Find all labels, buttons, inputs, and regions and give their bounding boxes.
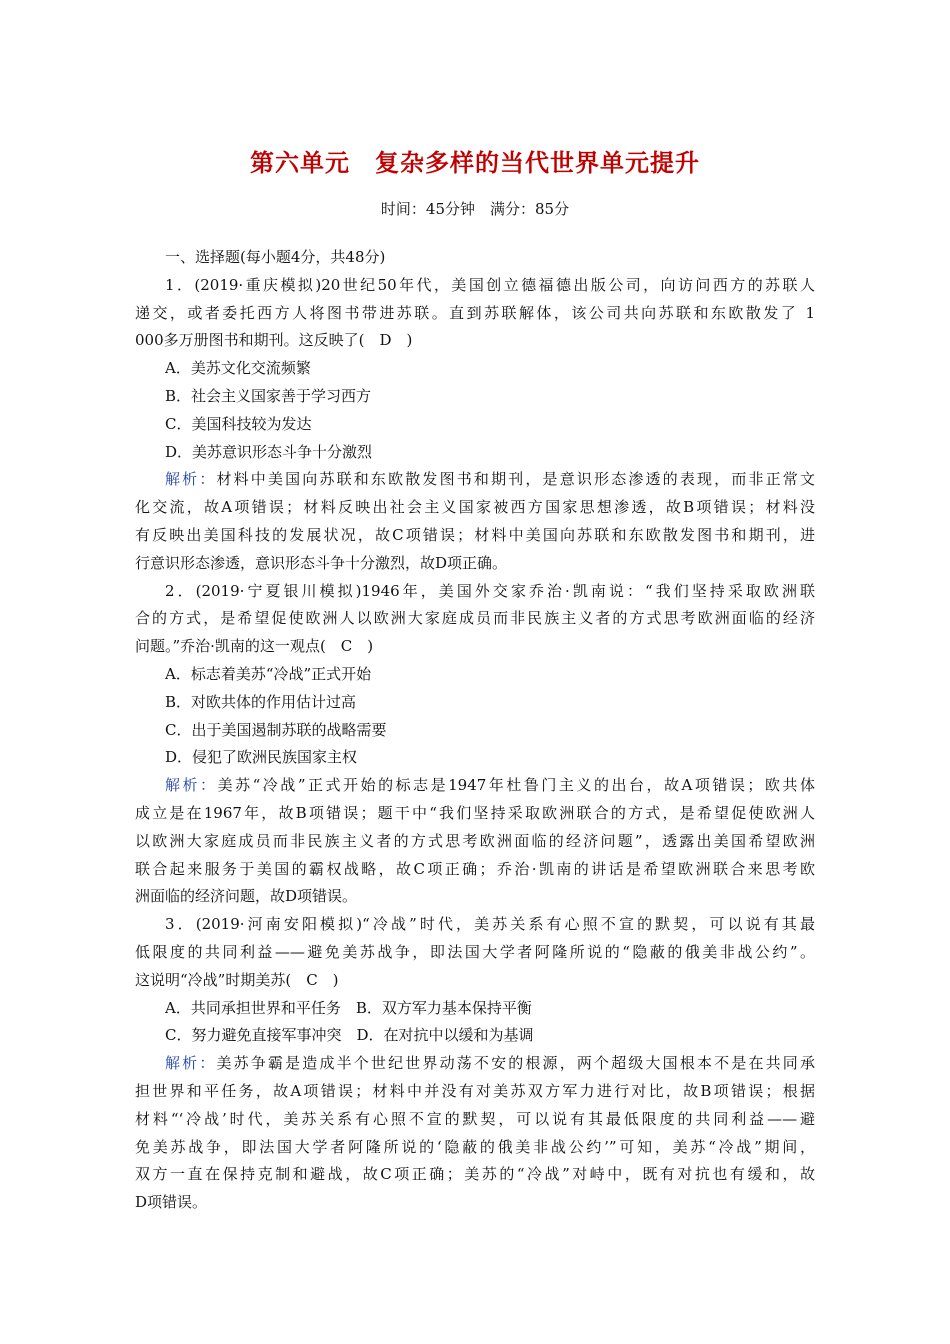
question-1: [135, 272, 815, 578]
analysis-label: 解析：: [165, 1054, 217, 1073]
analysis-text: 美苏争霸是造成半个世纪世界动荡不安的根源，两个超级大国根本不是在共同承: [216, 1054, 815, 1073]
option-a: A．标志着美苏“冷战”正式开始: [165, 664, 372, 683]
analysis-line: [135, 772, 815, 800]
document-body: [135, 244, 815, 1217]
analysis-line: 双方一直在保持克制和避战，故C项正确；美苏的“冷战”对峙中，既有对抗也有缓和，故: [135, 1165, 815, 1184]
option-c: C．出于美国遏制苏联的战略需要: [165, 720, 387, 739]
options-row-ab: A．共同承担世界和平任务 B．双方军力基本保持平衡: [165, 998, 532, 1017]
question-line: 问题。”乔治·凯南的这一观点( C ): [135, 637, 374, 656]
option-c: C．美国科技较为发达: [165, 414, 312, 433]
question-line: 递交，或者委托西方人将图书带进苏联。直到苏联解体，该公司共向苏联和东欧散发了 1: [135, 303, 815, 322]
question-line: 合的方式，是希望促使欧洲人以欧洲大家庭成员而非民族主义者的方式思考欧洲面临的经济: [135, 609, 815, 628]
option-a: A．美苏文化交流频繁: [165, 359, 311, 378]
analysis-line: 洲面临的经济问题，故D项错误。: [135, 887, 358, 906]
option-d: D．美苏意识形态斗争十分激烈: [165, 442, 373, 461]
analysis-label: 解析：: [165, 470, 217, 489]
analysis-line: 成立是在1967年，故B项错误；题干中“我们坚持采取欧洲联合的方式，是希望促使欧洲人: [135, 803, 815, 822]
question-line: 1．(2019·重庆模拟)20世纪50年代，美国创立德福德出版公司，向访问西方的苏联人: [165, 275, 815, 294]
analysis-line: 有反映出美国科技的发展状况，故C项错误；材料中美国向苏联和东欧散发图书和期刊，进: [135, 525, 815, 544]
analysis-text: 美苏“冷战”正式开始的标志是1947年杜鲁门主义的出台，故A项错误；欧共体: [217, 776, 815, 795]
page-title: 第六单元 复杂多样的当代世界单元提升: [250, 149, 700, 177]
question-line: 000多万册图书和期刊。这反映了( D ): [135, 331, 413, 350]
analysis-line: 联合起来服务于美国的霸权战略，故C项正确；乔治·凯南的讲话是希望欧洲联合来思考欧: [135, 859, 815, 878]
analysis-text: 材料中美国向苏联和东欧散发图书和期刊，是意识形态渗透的表现，而非正常文: [216, 470, 815, 489]
analysis-line: 以欧洲大家庭成员而非民族主义者的方式思考欧洲面临的经济问题”，透露出美国希望欧洲: [135, 831, 815, 850]
analysis-line: [135, 1050, 815, 1078]
exam-meta: 时间：45分钟 满分：85分: [380, 200, 570, 218]
analysis-label: 解析：: [165, 776, 218, 795]
option-b: B．对欧共体的作用估计过高: [165, 692, 357, 711]
question-line: 这说明“冷战”时期美苏( C ): [135, 970, 339, 989]
options-row-cd: C．努力避免直接军事冲突 D．在对抗中以缓和为基调: [165, 1026, 534, 1045]
analysis-line: [135, 466, 815, 494]
question-line: 低限度的共同利益——避免美苏战争，即法国大学者阿隆所说的“隐蔽的俄美非战公约”。: [135, 942, 815, 961]
section-heading: 一、选择题(每小题4分，共48分): [165, 248, 386, 266]
analysis-line: 行意识形态渗透，意识形态斗争十分激烈，故D项正确。: [135, 553, 508, 572]
analysis-line: 化交流，故A项错误；材料反映出社会主义国家被西方国家思想渗透，故B项错误；材料没: [135, 498, 815, 517]
option-b: B．社会主义国家善于学习西方: [165, 386, 372, 405]
option-d: D．侵犯了欧洲民族国家主权: [165, 748, 358, 767]
question-3: [135, 911, 815, 1217]
question-2: [135, 578, 815, 912]
question-line: 3．(2019·河南安阳模拟)“冷战”时代，美苏关系有心照不宣的默契，可以说有其最: [165, 915, 815, 934]
analysis-line: D项错误。: [135, 1193, 208, 1212]
question-line: 2．(2019·宁夏银川模拟)1946年，美国外交家乔治·凯南说：“我们坚持采取欧洲联: [165, 581, 815, 600]
analysis-line: 材料“‘冷战’时代，美苏关系有心照不宣的默契，可以说有其最低限度的共同利益——避: [135, 1109, 815, 1128]
analysis-line: 免美苏战争，即法国大学者阿隆所说的‘隐蔽的俄美非战公约’”可知，美苏“冷战”期间，: [135, 1137, 815, 1156]
analysis-line: 担世界和平任务，故A项错误；材料中并没有对美苏双方军力进行对比，故B项错误；根据: [135, 1081, 815, 1100]
